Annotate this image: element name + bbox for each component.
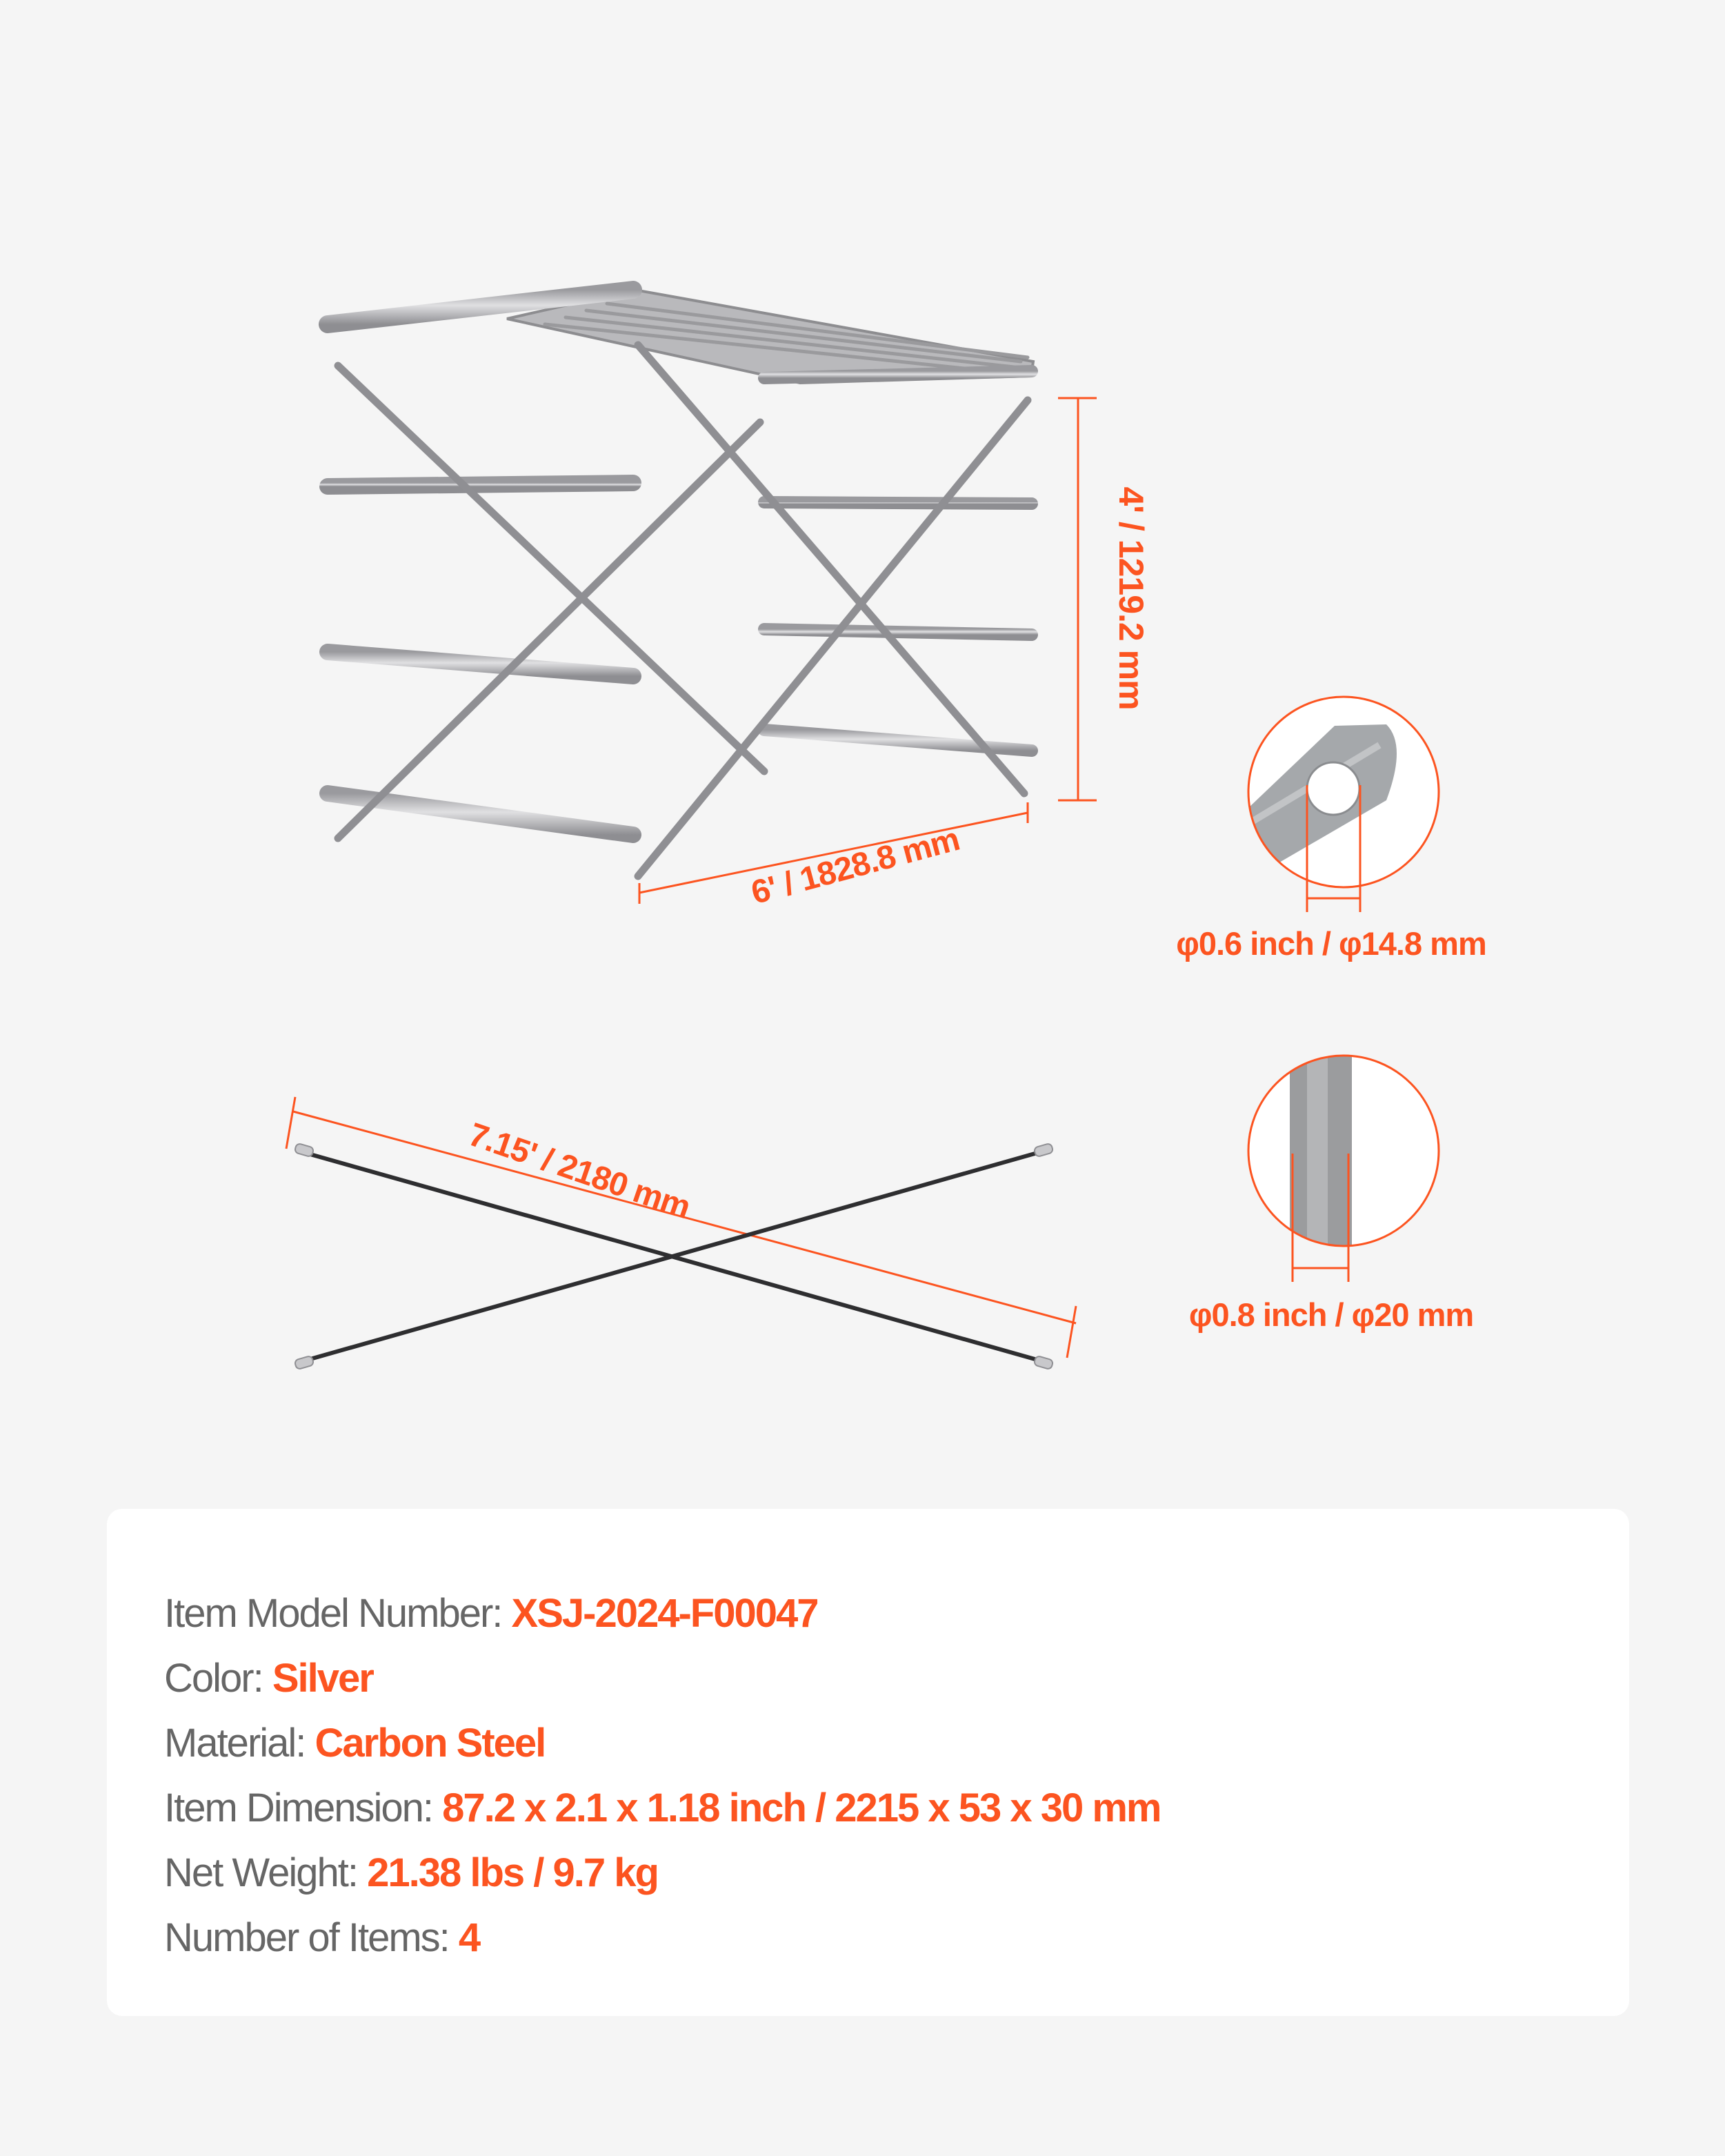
spec-list [164, 1581, 1161, 1970]
cross-brace-pair [295, 1143, 1054, 1370]
spec-value: XSJ-2024-F00047 [511, 1591, 818, 1636]
tube-diameter-label: φ0.8 inch / φ20 mm [1188, 1296, 1474, 1333]
spec-value: 87.2 x 2.1 x 1.18 inch / 2215 x 53 x 30 mm [442, 1786, 1161, 1830]
spec-card [107, 1509, 1629, 2016]
spec-label: Item Dimension: [164, 1786, 443, 1830]
spec-value: 4 [458, 1915, 480, 1960]
brace-length-label: 7.15' / 2180 mm [463, 1116, 695, 1227]
spec-dimension [164, 1776, 1161, 1841]
spec-label: Color: [164, 1656, 272, 1701]
spec-label: Item Model Number: [164, 1591, 512, 1636]
pin-hole-detail [1235, 697, 1439, 912]
spec-label: Net Weight: [164, 1850, 368, 1895]
spec-label: Number of Items: [164, 1915, 459, 1960]
spec-value: Carbon Steel [315, 1721, 546, 1766]
frame-height-label: 4' / 1219.2 mm [1112, 486, 1150, 710]
spec-value: Silver [272, 1656, 373, 1701]
spec-material [164, 1711, 1161, 1776]
spec-model-number [164, 1581, 1161, 1646]
spec-value: 21.38 lbs / 9.7 kg [367, 1850, 658, 1895]
tube-detail [1248, 1049, 1439, 1282]
spec-net-weight [164, 1841, 1161, 1906]
pin-hole-diameter-label: φ0.6 inch / φ14.8 mm [1176, 925, 1486, 962]
spec-label: Material: [164, 1721, 315, 1766]
spec-number-of-items [164, 1906, 1161, 1970]
frame-width-label: 6' / 1828.8 mm [747, 820, 964, 912]
scaffold-frame [328, 222, 1033, 1045]
spec-color [164, 1646, 1161, 1711]
